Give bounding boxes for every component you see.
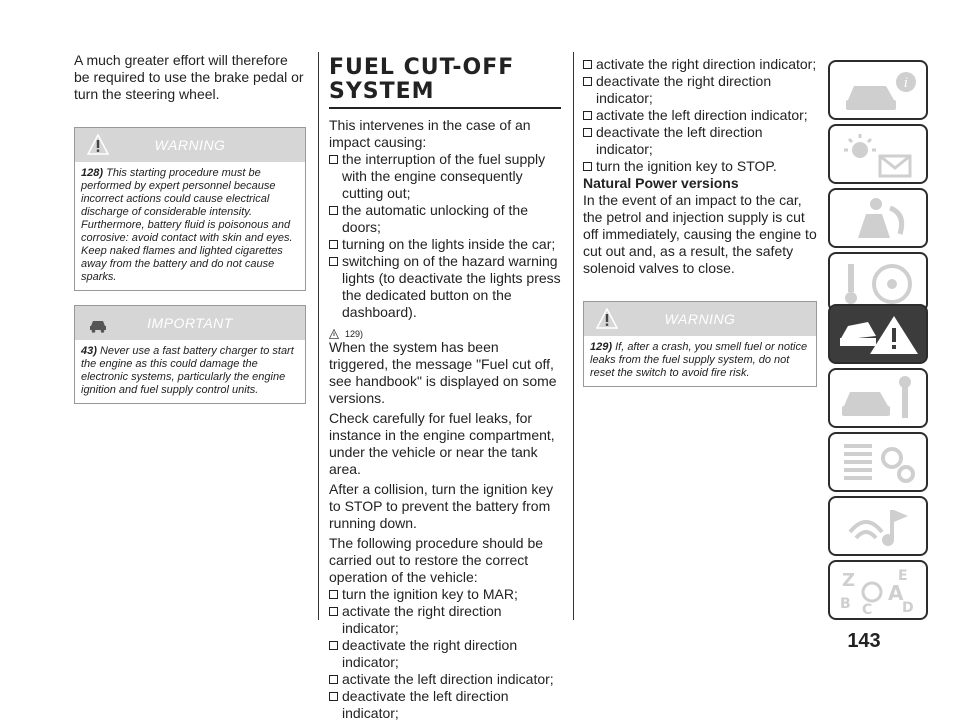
- paragraph: After a collision, turn the ignition key to STOP to prevent the battery from running down.: [329, 481, 554, 531]
- important-title: IMPORTANT: [147, 315, 233, 331]
- tab-car-info[interactable]: [828, 60, 928, 120]
- column-left: [74, 52, 306, 404]
- car-crash-warning-icon: [836, 310, 924, 360]
- warning-box: [583, 301, 817, 387]
- warning-text: This starting procedure must be performed by expert personnel because incorrect actions could cause electrical discharge of considerable intensity. Furthermore, battery fluid is poisonous and corrosive: avoid contact with skin and eyes. Keep naked flames and lighted cigarettes away from the battery and do not cause sparks.: [81, 167, 293, 283]
- bullet-box-icon: [583, 128, 592, 137]
- warning-box: [74, 127, 306, 291]
- warning-reference: [329, 321, 561, 339]
- warning-header: [75, 128, 305, 162]
- column-right: [583, 56, 817, 387]
- warning-number: 129): [590, 341, 613, 353]
- bullet-box-icon: [583, 60, 592, 69]
- bullet-box-icon: [583, 162, 592, 171]
- svg-text:i: i: [903, 76, 909, 91]
- section-heading: [329, 56, 561, 104]
- warning-header: [584, 302, 816, 336]
- alphabetical-index-icon: [836, 566, 924, 616]
- warning-title: WARNING: [664, 311, 736, 327]
- list-item: turn the ignition key to MAR;: [329, 586, 561, 603]
- svg-text:B: B: [840, 596, 851, 612]
- column-separator: [318, 52, 319, 620]
- column-middle: [329, 56, 561, 722]
- tab-index[interactable]: [828, 560, 928, 620]
- specifications-gears-icon: [836, 438, 924, 488]
- paragraph: Check carefully for fuel leaks, for instance in the engine compartment, under the vehicle or near the tank area.: [329, 410, 555, 477]
- important-body: [75, 340, 305, 403]
- tab-emergency[interactable]: [828, 304, 928, 364]
- important-text: Never use a fast battery charger to start the engine as this could damage the electronic systems, particularly the engine ignition and fuel supply control units.: [81, 345, 294, 396]
- column-separator: [573, 52, 574, 620]
- bullet-box-icon: [329, 257, 338, 266]
- car-wrench-icon: [836, 374, 924, 424]
- bullet-box-icon: [329, 641, 338, 650]
- list-item: deactivate the right direction indicator;: [583, 73, 817, 107]
- key-steering-wheel-icon: [836, 258, 924, 308]
- subheading: Natural Power versions: [583, 175, 739, 191]
- bullet-box-icon: [329, 155, 338, 164]
- bullet-box-icon: [329, 692, 338, 701]
- list-item: deactivate the left direction indicator;: [583, 124, 817, 158]
- svg-text:Z: Z: [842, 570, 856, 591]
- heading-line-1: FUEL CUT-OFF: [329, 55, 515, 80]
- tab-technical-data[interactable]: [828, 432, 928, 492]
- warning-title: WARNING: [154, 137, 226, 153]
- list-item: deactivate the left direction indicator;: [329, 688, 561, 722]
- important-header: [75, 306, 305, 340]
- tab-maintenance[interactable]: [828, 368, 928, 428]
- car-info-icon: [836, 66, 924, 116]
- bullet-box-icon: [329, 240, 338, 249]
- warning-number: 128): [81, 167, 104, 179]
- list-item: switching on of the hazard warning lights (to deactivate the lights press the dedicated button on the dashboard).: [329, 253, 561, 321]
- intro-paragraph: This intervenes in the case of an impact causing:: [329, 117, 531, 150]
- reference-number: 129): [345, 329, 364, 339]
- multimedia-music-icon: [836, 502, 924, 552]
- bullet-box-icon: [329, 607, 338, 616]
- tab-multimedia[interactable]: [828, 496, 928, 556]
- list-item: activate the left direction indicator;: [583, 107, 817, 124]
- heading-line-2: SYSTEM: [329, 79, 435, 104]
- intro-paragraph: A much greater effort will therefore be required to use the brake pedal or turn the steering wheel.: [74, 52, 304, 102]
- paragraph: When the system has been triggered, the message "Fuel cut off, see handbook" is displayed on some versions.: [329, 339, 557, 406]
- bullet-box-icon: [329, 590, 338, 599]
- list-item: the automatic unlocking of the doors;: [329, 202, 561, 236]
- bullet-box-icon: [583, 111, 592, 120]
- list-item: deactivate the right direction indicator;: [329, 637, 561, 671]
- important-number: 43): [81, 345, 97, 357]
- important-box: [74, 305, 306, 404]
- list-item: activate the left direction indicator;: [329, 671, 561, 688]
- paragraph: In the event of an impact to the car, the petrol and injection supply is cut off immediately, causing the engine to cut out and, as a result, the safety solenoid valves to close.: [583, 192, 817, 276]
- warning-triangle-icon: [329, 329, 339, 339]
- tab-warning-lights[interactable]: [828, 124, 928, 184]
- list-item: the interruption of the fuel supply with the engine consequently cutting out;: [329, 151, 561, 202]
- list-item: turning on the lights inside the car;: [329, 236, 561, 253]
- bullet-box-icon: [329, 206, 338, 215]
- page-number: 143: [847, 630, 881, 652]
- seat-airbag-icon: [836, 194, 924, 244]
- heading-rule: [329, 107, 561, 109]
- svg-text:D: D: [902, 600, 914, 616]
- tab-safety[interactable]: [828, 188, 928, 248]
- paragraph: The following procedure should be carried out to restore the correct operation of the vehicle:: [329, 535, 544, 585]
- bullet-box-icon: [583, 77, 592, 86]
- warning-body: [75, 162, 305, 290]
- warning-lights-mail-icon: [836, 130, 924, 180]
- svg-text:E: E: [898, 568, 908, 584]
- warning-text: If, after a crash, you smell fuel or notice leaks from the fuel supply system, do not reset the switch to avoid fire risk.: [590, 341, 808, 379]
- list-item: activate the right direction indicator;: [583, 56, 817, 73]
- list-item: turn the ignition key to STOP.: [583, 158, 817, 175]
- list-item: activate the right direction indicator;: [329, 603, 561, 637]
- svg-text:C: C: [862, 602, 873, 616]
- warning-body: [584, 336, 816, 386]
- tab-starting-driving[interactable]: [828, 252, 928, 312]
- svg-text:A: A: [888, 581, 904, 605]
